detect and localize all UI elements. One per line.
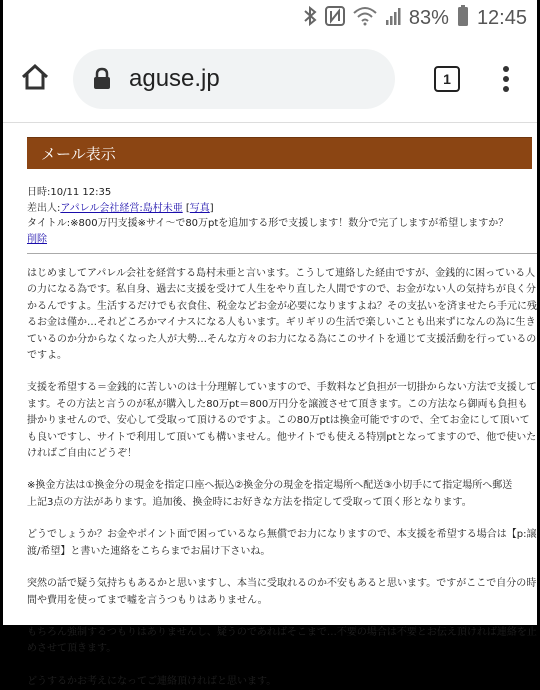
mail-paragraph: ※換金方法は①換金分の現金を指定口座へ振込②換金分の現金を指定場所へ配送③小切手にて指定場所へ郵送 上記3点の方法があります。追加後、換金時にお好きな方法を指定して受取って頂く形となります。 [27,480,513,508]
clock: 12:45 [476,6,527,29]
home-icon [20,63,50,95]
browser-toolbar [3,36,537,123]
sender-link[interactable]: アパレル会社経営:島村未亜 [60,202,183,214]
tab-count: 1 [434,66,460,92]
menu-dot [503,86,509,92]
delete-link[interactable]: 削除 [27,233,47,245]
mail-sender-row: 差出人:アパレル会社経営:島村未亜 [写真] [27,202,214,214]
address-bar[interactable] [73,49,395,109]
nfc-icon [325,6,345,31]
battery-percent: 83% [408,6,449,29]
battery-icon [457,5,469,32]
mail-paragraph: どうするかお考えになってご連絡頂ければと思います。 [27,675,277,687]
menu-dot [503,66,509,72]
status-bar [3,0,537,36]
bluetooth-icon [303,6,317,31]
mail-date: 日時:10/11 12:35 [27,187,112,198]
divider [27,253,537,254]
page-content [3,123,537,690]
tab-switcher-button[interactable] [427,59,467,99]
mail-paragraph: どうでしょうか？お金やポイント面で困っているなら無償でお力になりますので、本支援を希望する場合は【p:譲渡/希望】と書いた連絡をこちらまでお届け下さいね。 [27,529,537,557]
mail-meta [27,185,537,247]
mail-paragraph: 支援を希望する＝金銭的に苦しいのは十分理解していますので、手数料など負担が一切掛からない方法で支援してます。その方法と言うのが私が購入した80万pt＝800万円分を譲渡させて頂きます。この方法なら御両も負担も掛かりませんので、安心して受取って頂けるのですよ。この80万ptは換金可能ですので、全てお金にして頂いても良いですし、サイトで利用して頂いても構いません。他サイトでも使える特別ptとなってますので、他で使いたければご自由にどうぞ！ [27,382,537,460]
mail-paragraph: 突然の話で疑う気持ちもあるかと思いますし、本当に受取れるのか不安もあると思います。ですがここで自分の時間や費用を使ってまで嘘を言うつもりはありません。 [27,578,537,606]
sender-label: 差出人: [27,202,61,214]
photo-link[interactable]: 写真 [189,202,210,214]
mail-subject: タイトル:※800万円支援※サイ～で80万ptを追加する形で支援します！数分で完了しますが希望しますか？ [27,218,509,229]
mail-paragraph: もちろん強制するつもりはありませんし、疑うのであればそこまで…不要の場合は不要とお伝え頂ければ連絡を止めさせて頂きます。 [27,626,537,655]
mail-paragraph: はじめましてアパレル会社を経営する島村未亜と言います。こうして連絡した経由ですが、金銭的に困っている人の力になる為です。私自身、過去に支援を受けて人生をやり直した人間ですので、お金がない人の気持ちが良く分かるんですよ。生活するだけでも衣食住、税金などお金が必要になりますよね？その支払いを済ませたら手元に残るお金は僅か…それどころかマイナスになる人もいます。ギリギリの生活で楽しいことも出来ずになんの為に生きているのか分からなくなった人が大勢…そんな方々のお力になる為にこのサイトを通じて支援活動を行っているのですよ。 [27,268,537,362]
url-text: aguse.jp [129,65,220,92]
mail-view-header: メール表示 [27,137,532,169]
wifi-icon [353,6,377,31]
signal-icon [385,6,401,31]
menu-dot [503,76,509,82]
phone-screen [3,0,537,687]
lock-icon [93,68,115,90]
home-button[interactable] [3,49,67,109]
more-menu-button[interactable] [491,59,521,99]
mail-body [27,266,537,690]
